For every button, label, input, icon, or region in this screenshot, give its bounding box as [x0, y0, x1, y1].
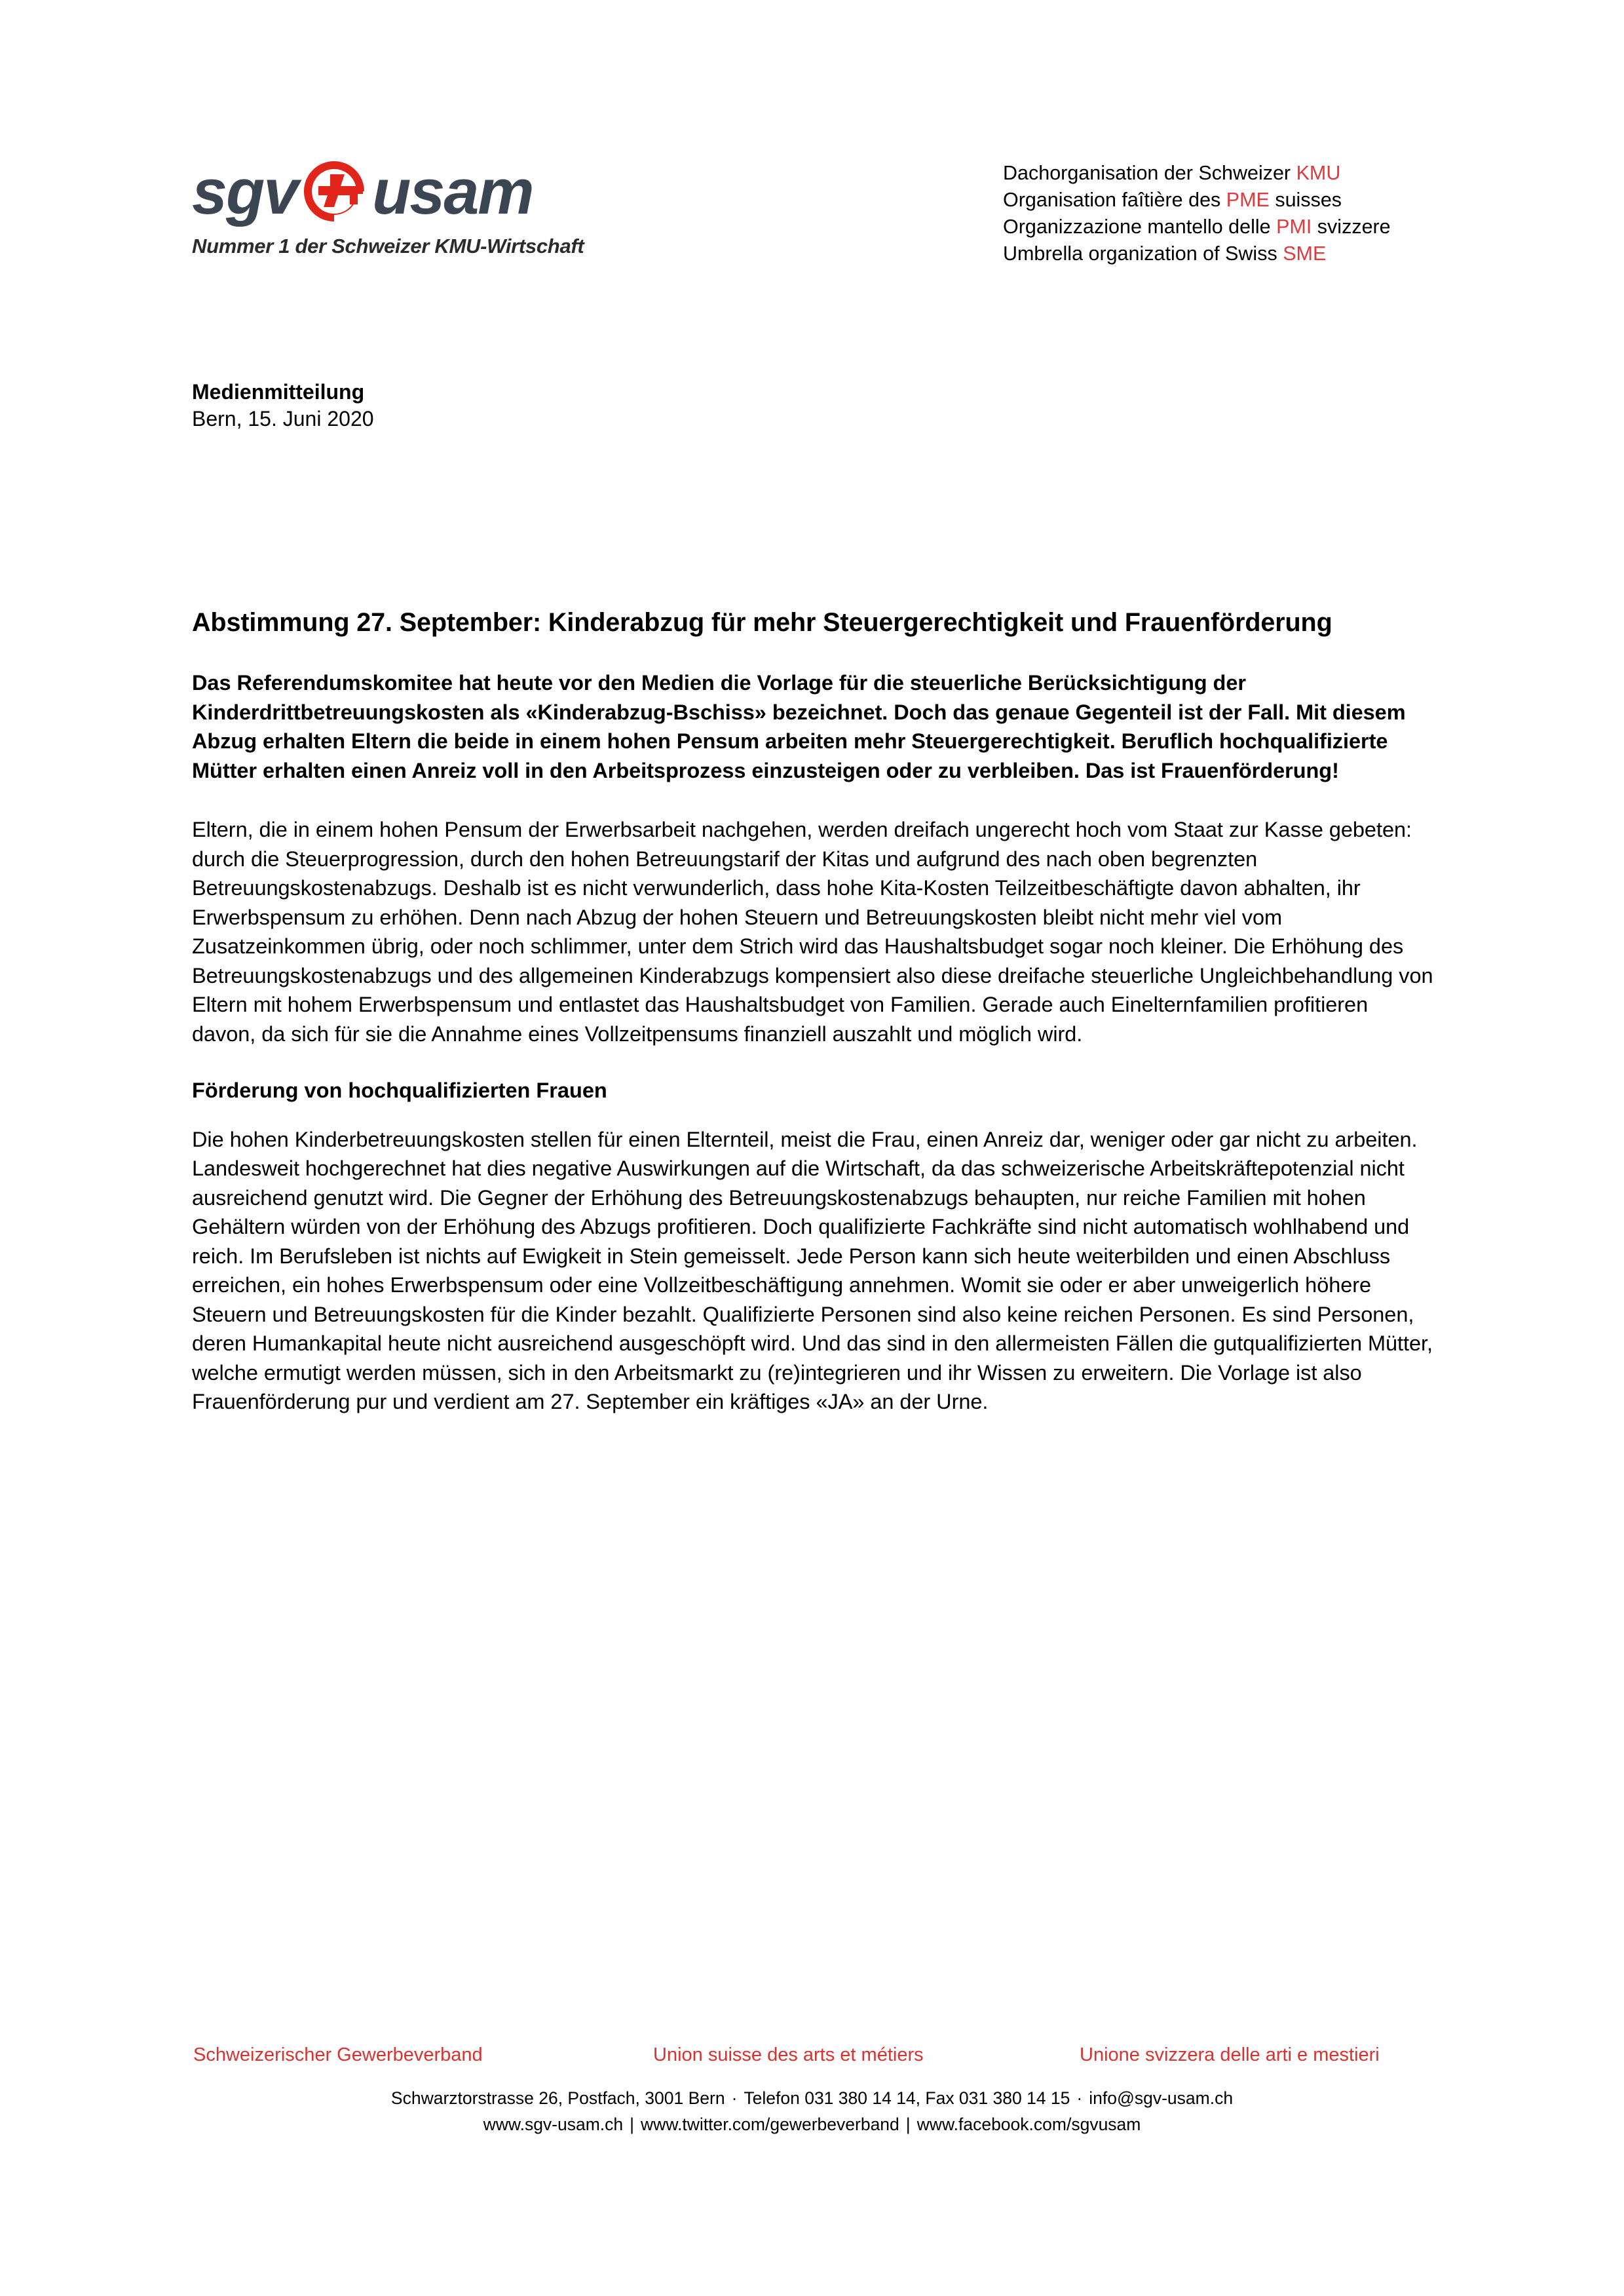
org-line-de-prefix: Dachorganisation der Schweizer: [1003, 162, 1296, 184]
org-line-it-suffix: svizzere: [1312, 216, 1391, 238]
document-header: [0, 0, 1624, 308]
org-line-it: [1003, 214, 1391, 240]
footer-separator-dot-1: ·: [731, 2088, 738, 2108]
logo-text-sgv: sgv: [192, 155, 298, 227]
footer-name-fr: Union suisse des arts et métiers: [653, 2044, 924, 2065]
footer-separator-pipe-1: |: [630, 2114, 635, 2134]
org-line-it-highlight: PMI: [1276, 216, 1312, 238]
organization-descriptions: [1003, 160, 1391, 267]
body-paragraph-2: Die hohen Kinderbetreuungskosten stellen für einen Elternteil, meist die Frau, einen Anreiz dar, weniger oder gar nicht zu arbeiten. Landesweit hochgerechnet hat dies negative Auswirkungen auf die Wirtschaft, da das schweizerische Arbeitskräftepotenzial nicht ausreichend genutzt wird. Die Gegner der Erhöhung des Betreuungskostenabzugs behaupten, nur reiche Familien mit hohen Gehältern würden von der Erhöhung des Abzugs profitieren. Doch qualifizierte Fachkräfte sind nicht automatisch wohlhabend und reich. Im Berufsleben ist nichts auf Ewigkeit in Stein gemeisselt. Jede Person kann sich heute weiterbilden und einen Abschluss erreichen, ein hohes Erwerbspensum oder eine Vollzeitbeschäftigung annehmen. Womit sie oder er aber unweigerlich höhere Steuern und Betreuungskosten für die Kinder bezahlt. Qualifizierte Personen sind also keine reichen Personen. Es sind Personen, deren Humankapital heute nicht ausreichend ausgeschöpft wird. Und das sind in den allermeisten Fällen die gutqualifizierten Mütter, welche ermutigt werden müssen, sich in den Arbeitsmarkt zu (re)integrieren und ihr Wissen zu erweitern. Die Vorlage ist also Frauenförderung pur und verdient am 27. September ein kräftiges «JA» an der Urne.: [192, 1127, 1433, 1413]
logo-tagline: Nummer 1 der Schweizer KMU-Wirtschaft: [192, 235, 584, 258]
footer-contact-line-1: [0, 2085, 1624, 2111]
org-line-fr-suffix: suisses: [1269, 189, 1342, 211]
org-line-en-prefix: Umbrella organization of Swiss: [1003, 242, 1283, 265]
org-line-en-highlight: SME: [1283, 242, 1327, 265]
org-line-de-highlight: KMU: [1296, 162, 1341, 184]
footer-name-it: Unione svizzera delle arti e mestieri: [1080, 2044, 1380, 2065]
org-line-en: [1003, 240, 1391, 267]
section-subheading: Förderung von hochqualifizierten Frauen: [192, 1079, 607, 1102]
footer-name-de: Schweizerischer Gewerbeverband: [193, 2044, 483, 2065]
footer-twitter-link[interactable]: www.twitter.com/gewerbeverband: [641, 2114, 899, 2134]
org-line-de: [1003, 160, 1391, 187]
org-line-fr-highlight: PME: [1226, 189, 1270, 211]
footer-organization-names: [0, 2044, 1624, 2077]
logo-wordmark: [192, 155, 598, 228]
page-title: Abstimmung 27. September: Kinderabzug für mehr Steuergerechtigkeit und Frauenförderung: [192, 608, 1332, 637]
org-line-fr: [1003, 187, 1391, 214]
footer-facebook-link[interactable]: www.facebook.com/sgvusam: [916, 2114, 1141, 2134]
footer-address: Schwarztorstrasse 26, Postfach, 3001 Bern: [390, 2088, 725, 2108]
document-dateline: Bern, 15. Juni 2020: [192, 407, 374, 430]
footer-contact-info: [0, 2085, 1624, 2137]
footer-contact-line-2: [0, 2111, 1624, 2137]
logo-text-usam: usam: [372, 155, 533, 227]
sgv-usam-logo: [192, 155, 598, 258]
org-line-fr-prefix: Organisation faîtière des: [1003, 189, 1226, 211]
footer-phone: Telefon 031 380 14 14, Fax 031 380 14 15: [744, 2088, 1070, 2108]
footer-separator-dot-2: ·: [1076, 2088, 1083, 2108]
body-paragraph-1: Eltern, die in einem hohen Pensum der Erwerbsarbeit nachgehen, werden dreifach ungerecht hoch vom Staat zur Kasse gebeten: durch die Steuerprogression, durch den hohen Betreuungstarif der Kitas und aufgrund des nach oben begrenzten Betreuungskostenabzugs. Deshalb ist es nicht verwunderlich, dass hohe Kita-Kosten Teilzeitbeschäftigte davon abhalten, ihr Erwerbspensum zu erhöhen. Denn nach Abzug der hohen Steuern und Betreuungskosten bleibt nicht mehr viel vom Zusatzeinkommen übrig, oder noch schlimmer, unter dem Strich wird das Haushaltsbudget sogar noch kleiner. Die Erhöhung des Betreuungskostenabzugs und des allgemeinen Kinderabzugs kompensiert also diese dreifache steuerliche Ungleichbehandlung von Eltern mit hohem Erwerbspensum und entlastet das Haushaltsbudget von Familien. Gerade auch Einelternfamilien profitieren davon, da sich für sie die Annahme eines Vollzeitpensums finanziell auszahlt und möglich wird.: [192, 818, 1433, 1046]
document-body: [192, 606, 1433, 1444]
document-footer: [0, 2044, 1624, 2137]
footer-email-link[interactable]: info@sgv-usam.ch: [1089, 2088, 1234, 2108]
document-type-label: Medienmitteilung: [192, 380, 365, 404]
document-meta: [192, 379, 374, 432]
footer-separator-pipe-2: |: [905, 2114, 911, 2134]
footer-website-link[interactable]: www.sgv-usam.ch: [483, 2114, 624, 2134]
lead-paragraph: Das Referendumskomitee hat heute vor den Medien die Vorlage für die steuerliche Berücksichtigung der Kinderdrittbetreuungskosten als «Kinderabzug-Bschiss» bezeichnet. Doch das genaue Gegenteil ist der Fall. Mit diesem Abzug erhalten Eltern die beide in einem hohen Pensum arbeiten mehr Steuergerechtigkeit. Beruflich hochqualifizierte Mütter erhalten einen Anreiz voll in den Arbeitsprozess einzusteigen oder zu verbleiben. Das ist Frauenförderung!: [192, 671, 1406, 782]
org-line-it-prefix: Organizzazione mantello delle: [1003, 216, 1277, 238]
swiss-cross-circle-icon: [300, 157, 368, 225]
